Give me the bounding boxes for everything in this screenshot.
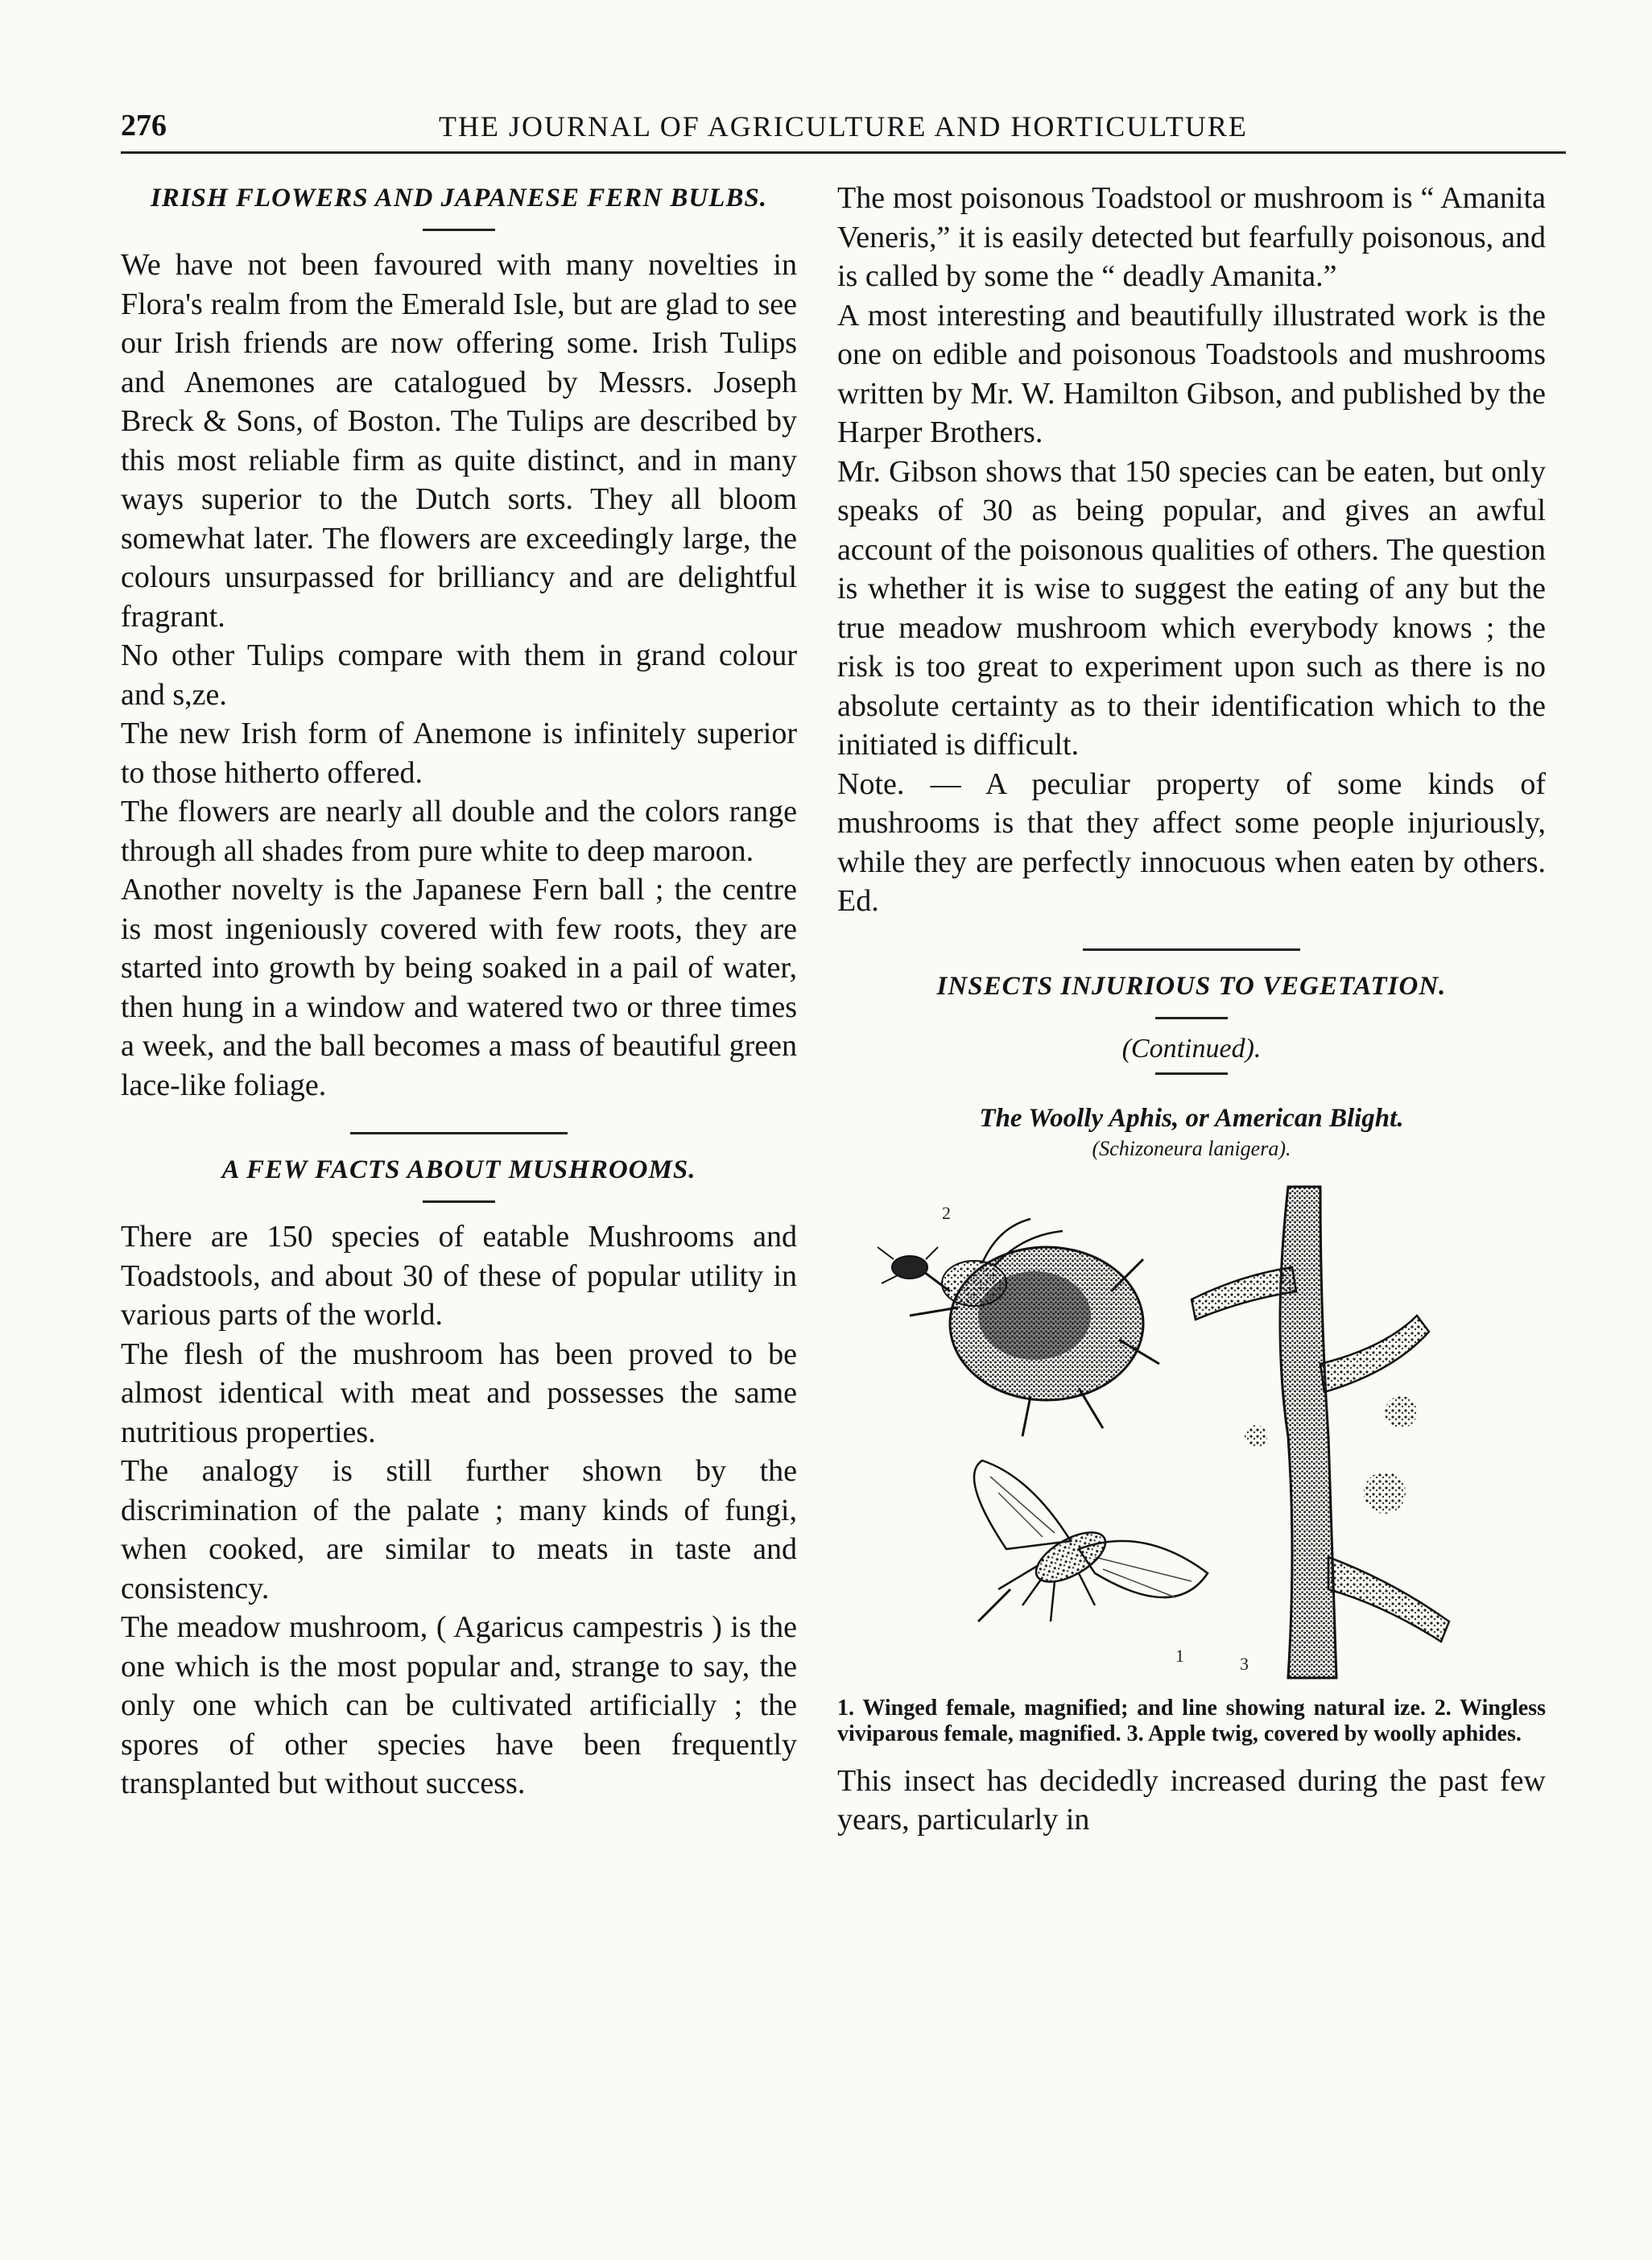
article-paragraph: We have not been favoured with many novelties in Flora's realm from the Emerald Isle, but are glad to see our Irish friends are now offering some. Irish Tulips and Anemones are catalogued by Messrs. Joseph Breck & Sons, of Boston. The Tulips are described by this most reliable firm as quite distinct, and in many ways superior to the Dutch sorts. They all bloom somewhat later. The flowers are exceedingly large, the colours unsurpassed for brilliancy and are delightful fragrant. [121,248,797,634]
figure-label-3: 3 [1240,1653,1249,1674]
article-title-insects: INSECTS INJURIOUS TO VEGETATION. [936,971,1447,1001]
left-column [121,179,797,1803]
small-aphid-figure [878,1247,938,1283]
title-rule [423,229,495,231]
article-paragraph: The analogy is still further shown by the discrimination of the palate ; many kinds of fungi, when cooked, are similar to meats in taste and consistency. [121,1454,797,1605]
figure-subtitle: (Schizoneura lanigera). [1092,1136,1291,1160]
figure-label-2: 2 [942,1202,951,1223]
wingless-aphid-figure [878,1219,1159,1436]
woolly-aphis-drawing [837,1171,1546,1686]
section-separator [350,1132,568,1134]
page-number: 276 [121,109,167,143]
figure-title: The Woolly Aphis, or American Blight. [979,1103,1404,1133]
article-title-mushrooms: A FEW FACTS ABOUT MUSHROOMS. [221,1155,696,1184]
title-rule [423,1200,495,1203]
article-paragraph: No other Tulips compare with them in grand colour and s,ze. [121,638,797,712]
article-paragraph: The new Irish form of Anemone is infinitely superior to those hitherto offered. [121,717,797,790]
article-paragraph: The meadow mushroom, ( Agaricus campestris ) is the one which is the most popular and, strange to say, the only one which can be cultivated artificially ; the spores of other species have been frequently transplanted but without success. [121,1610,797,1800]
apple-twig-figure [1192,1187,1449,1678]
article-paragraph: The flesh of the mushroom has been proved to be almost identical with meat and possesses the same nutritious properties. [121,1337,797,1449]
continued-label: (Continued). [1121,1033,1262,1064]
title-rule [1155,1017,1228,1019]
article-paragraph: This insect has decidedly increased during the past few years, particularly in [837,1763,1546,1837]
article-paragraph: Mr. Gibson shows that 150 species can be eaten, but only speaks of 30 as being popular, and gives an awful account of the poisonous qualities of others. The question is whether it is wise to suggest the eating of any but the true meadow mushroom which everybody knows ; the risk is too great to experiment upon such as there is no absolute certainty as to their identification which to the initiated is difficult. [837,454,1546,762]
article-paragraph: The flowers are nearly all double and the colors range through all shades from pure white to deep maroon. [121,795,797,868]
woolly-aphis-illustration [837,1171,1546,1686]
page-header [121,103,1566,154]
running-title: THE JOURNAL OF AGRICULTURE AND HORTICULTURE [439,110,1248,143]
article-paragraph: The most poisonous Toadstool or mushroom is “ Amanita Veneris,” it is easily detected but fearfully poisonous, and is called by some the “ deadly Amanita.” [837,181,1546,293]
article-title-irish-flowers: IRISH FLOWERS AND JAPANESE FERN BULBS. [150,184,768,213]
article-paragraph: Another novelty is the Japanese Fern ball ; the centre is most ingeniously covered with few roots, they are started into growth by being soaked in a pail of water, then hung in a window and watered two or three times a week, and the ball becomes a mass of beautiful green lace-like foliage. [121,873,797,1102]
article-paragraph: There are 150 species of eatable Mushrooms and Toadstools, and about 30 of these of popular utility in various parts of the world. [121,1220,797,1332]
article-paragraph: Note. — A peculiar property of some kinds of mushrooms is that they affect some people injuriously, while they are perfectly innocuous when eaten by others. Ed. [837,766,1546,918]
winged-aphid-figure [974,1461,1208,1622]
title-rule [1155,1072,1228,1075]
figure-caption: 1. Winged female, magnified; and line showing natural ize. 2. Wingless viviparous female, magnified. 3. Apple twig, covered by woolly aphides. [837,1695,1546,1746]
right-column [837,179,1546,1840]
article-paragraph: A most interesting and beautifully illustrated work is the one on edible and poisonous Toadstools and mushrooms written by Mr. W. Hamilton Gibson, and published by the Harper Brothers. [837,298,1546,449]
figure-label-1: 1 [1175,1645,1184,1666]
section-separator [1083,948,1300,951]
